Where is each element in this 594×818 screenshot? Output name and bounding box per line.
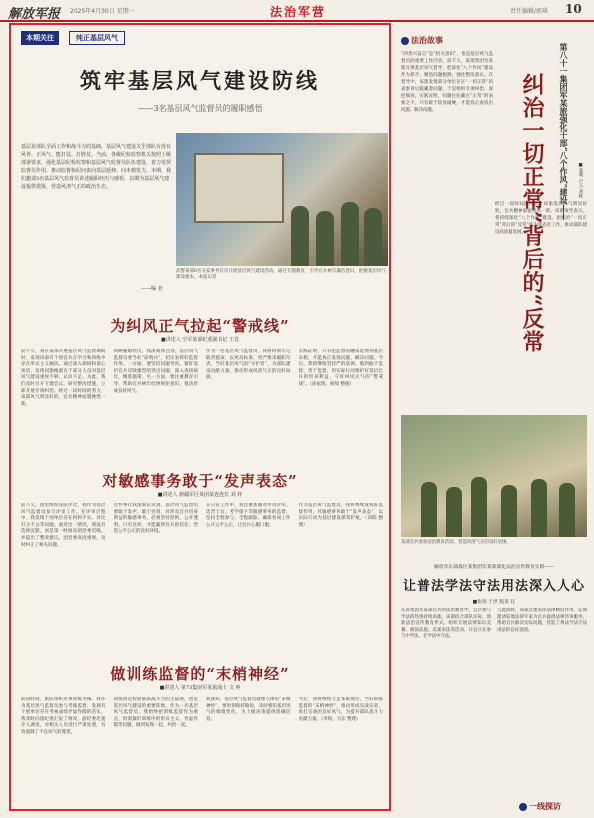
photo-person: [421, 482, 437, 537]
section-2-title: 对敏感事务敢于“发声表态”: [102, 472, 298, 490]
sidebar-byline: ■张铁 于洪 程某 任: [472, 600, 516, 605]
sidebar-article-body: [401, 608, 587, 808]
photo-person: [341, 202, 359, 266]
section-2-body: [21, 503, 383, 653]
story-tag-label: 法治故事: [411, 35, 443, 45]
week-topic-badge: 本期关注: [21, 31, 59, 45]
text-column: 前段时间，旅队组织军事训练考核。我作为基层风气监督员参与考核监督，发现有个别单位存在考核成绩弄虚作假的苗头。我及时向旅纪委汇报了情况，旅纪委迅速介入调查，对相关人员进行严肃处理，有效遏制了不良风气的蔓延。: [21, 697, 106, 735]
right-sidebar: [399, 23, 589, 818]
sidebar-kicker: 解放军东部战区某集团军某部深化法治宣传教育实践——: [434, 565, 554, 570]
section-1-body: [21, 349, 383, 461]
main-headline: 筑牢基层风气建设防线: [80, 68, 320, 93]
text-column: 我深知，基层风气监督员就像人体的“末梢神经”，要时刻保持敏锐，及时感知基层风气的细微变化，为上级决策提供准确信息。: [206, 697, 291, 722]
masthead: [0, 0, 594, 22]
text-column: 训练场是检验部队战斗力的主战场，也是基层风气建设的重要阵地。作为一名基层风气监督员，我始终把训练监督作为重点，时刻紧盯训练中的形式主义、弄虚作假等问题，做到发现一起、纠治一起。: [113, 697, 198, 729]
issue-date: 2025年4月30日 星期一: [70, 8, 135, 15]
page-number: 10: [565, 2, 582, 16]
photo-caption: 武警某部6名关家事务官员开展基层风气建设活动。通过专题教育，引导官兵树牢廉洁意识，把握基层风气建设根本。本报记者: [176, 269, 386, 280]
vertical-main-title: 纠治一切正常”背后的“反常: [519, 73, 545, 354]
section-title: 法治军营: [270, 5, 327, 19]
section-1-byline: ■讲述人 空军某部纪委副书记 王肖: [161, 337, 239, 343]
story-tag: [401, 35, 481, 49]
sidebar-photo-caption: 某部官兵参加法治教育活动，营造风清气正的良好氛围。: [401, 540, 511, 545]
photo-person: [531, 479, 547, 537]
newspaper-logo: 解放军报: [8, 7, 61, 22]
editor-credit: 责任编辑/郭琪: [510, 8, 549, 15]
text-column: 今后，我将继续立足本职岗位，当好训练监督的“末梢神经”，推动形成实战实训、真打实备的良好风气，为提升部队战斗力贡献力量。（李锐、马东 整理）: [298, 697, 383, 722]
photo-person: [446, 487, 462, 537]
sidebar-headline: 让普法学法守法用法深入人心: [402, 579, 585, 594]
text-column: 与此同时，该部注重发挥法律顾问作用，定期邀请驻地法律专家为官兵提供法律咨询服务，帮助官兵解决实际问题，营造了尊法学法守法用法的良好氛围。: [497, 608, 587, 633]
photo-person: [559, 483, 575, 537]
text-column: 在日常工作中，我注重加强对评功评奖、选晋士官、考学提干等敏感事务的监督，坚持全程参与、全程跟踪，确保各项工作公开公平公正，让官兵心服口服。: [206, 503, 291, 528]
text-column: 前不久，我在某部开展基层风气监督调研时，发现该部有个别官兵在学习和训练中存在形式主义倾向。通过深入调研和谈心谈话，发现问题根源在于部分人员对基层风气建设重视不够、认识不足。为此，我们及时召开专题会议，研究整改措施，立即开展专项纠治。经过一段时间的努力，该部风气明显好转，官兵精神面貌焕然一新。: [21, 349, 106, 407]
photo-person: [501, 485, 517, 537]
photo-board: [194, 153, 284, 223]
vertical-byline: ■张利 卢玉 刘栋: [578, 163, 583, 198]
editor-note: 基层是部队全面工作和战斗力的基础，基层风气建设关乎部队有没有风骨、正风气、能打仗、打胜仗。当前，各级纪检监察机关按照上级部署要求，强化基层纪检监察和基层风气监督员队伍建设，着力发挥监督员作用，推动监督执纪问责向基层延伸、向末梢发力。本期，我们邀请3名基层风气监督员讲述履职经历与感悟，以期为基层风气建设提供借鉴，营造风清气正的政治生态。: [21, 144, 172, 190]
feature-panel[interactable]: [9, 23, 391, 811]
section-2-byline: ■讲述人 新疆军区某团某连连长 刘 祥: [157, 492, 243, 498]
bullet-icon: [519, 803, 527, 811]
bullet-icon: [401, 37, 409, 45]
story-text: “四类兴奋点”是“机关意识”，也是基层风气监督员的重要工作内容。前不久，某部集团军某旅开展基层风气督导，把深化“八个作风”建设作为抓手，聚焦问题根源，强化整改落实。在督导中，该旅发现部分单位存在“一切正常”的表象背后隐藏着问题，于是组织专项纠治，深挖细查。实践证明，问题往往藏在“正常”的表象之下，只有敢于较真碰硬，才能真正查找出问题、解决问题。: [401, 52, 493, 113]
section-1-title: 为纠风正气拉起“警戒线”: [110, 317, 290, 335]
column-name-badge: 纯正基层风气: [69, 31, 125, 45]
section-3-byline: ■讲述人 第73集团军某旅战士 文 爽: [159, 685, 241, 691]
sidebar-photo: [401, 415, 587, 537]
sidebar-body-text: 经过一段时间的纠治，该旅基层风气明显好转，官兵精神面貌焕然一新。该旅领导表示，将持续深化“八个作风”建设，把纠治“一切正常”背后的“反常”作为常态化工作，推动部队建设高质量发展。: [495, 202, 587, 235]
text-column: 作为一名基层风气监督员，我将时刻牢记职责使命，以更高标准、更严要求履职尽责，当好基层风气的“守护者”，为部队建设贡献力量，推动形成风清气正的良好局面。: [206, 349, 291, 381]
editor-signature: ——编 者: [141, 286, 163, 292]
vertical-subtitle: 第八十一集团军某旅强化干部“八个作风”建设——: [559, 43, 569, 221]
text-column: 回顾履职经历，我深刻体会到，基层风气监督员要当好“前哨兵”，切实发挥好监督作用。一方面，要坚持问题导向，紧盯基层官兵反映强烈的突出问题，深入查找病灶，精准施策；另一方面，要注重教育引导，帮助官兵树牢纪律规矩意识，推动形成良好风气。: [113, 349, 198, 394]
bottom-tag-label: 一线探访: [529, 801, 561, 811]
section-3-body: [21, 697, 383, 807]
text-column: 这件事让我深刻认识到，基层风气监督员要敢于发声、敢于亮剑，对涉及官兵切身利益的敏感事务，必须坚持原则、公开透明。只有这样，才能赢得官兵的信任，营造公平公正的良好环境。: [113, 503, 198, 535]
photo-person: [364, 208, 382, 266]
text-column: 作为基层风气监督员，我将继续发挥好监督作用，对敏感事务敢于“发声表态”，以实际行动为基层建设保驾护航。（刘阳 整理）: [298, 503, 383, 528]
feature-photo: [176, 133, 388, 266]
text-column: 在该集团军某部官兵的法治教育中，官兵参与学法的热情持续高涨。该部结合部队实际，创新法治宣传教育形式，组织开展法律知识竞赛、模拟法庭、以案说法等活动，让官兵在参与中学法、在学法中守法。: [401, 608, 491, 640]
photo-person: [291, 206, 309, 266]
bottom-tag: [529, 801, 561, 812]
photo-person: [316, 211, 334, 266]
main-subhead: ——3名基层风气监督员的履职感悟: [137, 104, 263, 113]
text-column: 实践证明，只有把监督的触角延伸到基层末梢，才能真正发现问题、解决问题。今后，我将继续坚持严的基调，做到敢于监督、善于监督，用实际行动维护好基层官兵的切身利益，守好纠风正气的“警戒线”。（徐家辉、杨瑞 整理）: [298, 349, 383, 387]
text-column: 前不久，团里组织连队评比，我作为基层风气监督员参与评审工作。在评审过程中，我发现个别单位存在材料不实、评比打分不公等问题。面对这一情况，我没有选择沉默，而是第一时间向团党委反映，并提出了整改建议。团党委高度重视，及时纠正了相关问题。: [21, 503, 106, 548]
photo-person: [471, 477, 487, 537]
section-3-title: 做训练监督的“末梢神经”: [110, 665, 290, 683]
